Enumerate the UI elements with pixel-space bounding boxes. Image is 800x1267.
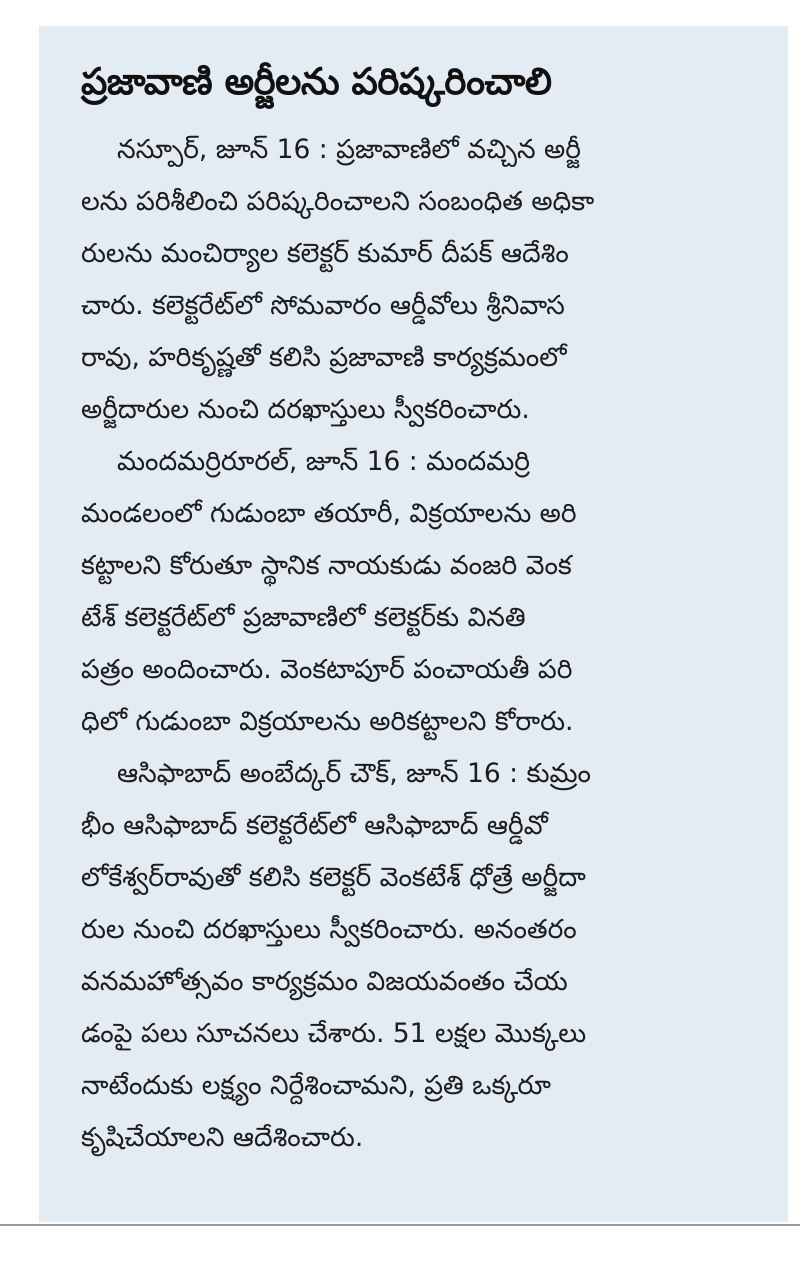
paragraph-line: రావు, హరికృష్ణతో కలిసి ప్రజావాణి కార్యక్రమంలో	[81, 342, 567, 373]
paragraph-line: భీం ఆసిఫాబాద్ కలెక్టరేట్‌లో ఆసిఫాబాద్ ఆర్డీవో	[81, 810, 548, 841]
paragraph-line: కట్టాలని కోరుతూ స్థానిక నాయకుడు వంజరి వెంక	[81, 550, 572, 581]
article-paragraph-1	[81, 124, 754, 436]
paragraph-line: ఆసిఫాబాద్ అంబేద్కర్ చౌక్, జూన్ 16 : కుమ్రం	[117, 758, 591, 789]
article-paragraph-2	[81, 436, 754, 748]
paragraph-line: డంపై పలు సూచనలు చేశారు. 51 లక్షల మొక్కలు	[81, 1018, 587, 1049]
paragraph-line: చారు. కలెక్టరేట్‌లో సోమవారం ఆర్డీవోలు శ్రీనివాస	[81, 290, 565, 321]
paragraph-line: నస్పూర్, జూన్ 16 : ప్రజావాణిలో వచ్చిన అర్జీ	[117, 134, 581, 165]
paragraph-line: లోకేశ్వర్‌రావుతో కలిసి కలెక్టర్ వెంకటేశ్ ధోత్రే అర్జీదా	[81, 862, 586, 893]
paragraph-line: నాటేందుకు లక్ష్యం నిర్దేశించామని, ప్రతి ఒక్కరూ	[81, 1070, 551, 1101]
paragraph-line: లను పరిశీలించి పరిష్కరించాలని సంబంధిత అధికా	[81, 186, 595, 217]
paragraph-line: అర్జీదారుల నుంచి దరఖాస్తులు స్వీకరించారు.	[81, 394, 530, 425]
paragraph-line: టేశ్ కలెక్టరేట్‌లో ప్రజావాణిలో కలెక్టర్‌కు వినతి	[81, 602, 526, 633]
paragraph-line: రుల నుంచి దరఖాస్తులు స్వీకరించారు. అనంతరం	[81, 914, 577, 945]
paragraph-line: పత్రం అందించారు. వెంకటాపూర్ పంచాయతీ పరి	[81, 654, 573, 685]
paragraph-line: రులను మంచిర్యాల కలెక్టర్ కుమార్ దీపక్ ఆదేశిం	[81, 238, 569, 269]
paragraph-line: మండలంలో గుడుంబా తయారీ, విక్రయాలను అరి	[81, 498, 577, 529]
paragraph-line: వనమహోత్సవం కార్యక్రమం విజయవంతం చేయ	[81, 966, 568, 997]
news-clipping	[39, 26, 788, 1222]
paragraph-line: కృషిచేయాలని ఆదేశించారు.	[81, 1122, 364, 1153]
paragraph-line: మందమర్రిరూరల్, జూన్ 16 : మందమర్రి	[117, 446, 531, 477]
page-divider	[0, 1224, 800, 1226]
article-headline: ప్రజావాణి అర్జీలను పరిష్కరించాలి	[81, 60, 552, 103]
article-paragraph-3	[81, 748, 754, 1164]
paragraph-line: ధిలో గుడుంబా విక్రయాలను అరికట్టాలని కోరారు.	[81, 706, 574, 737]
